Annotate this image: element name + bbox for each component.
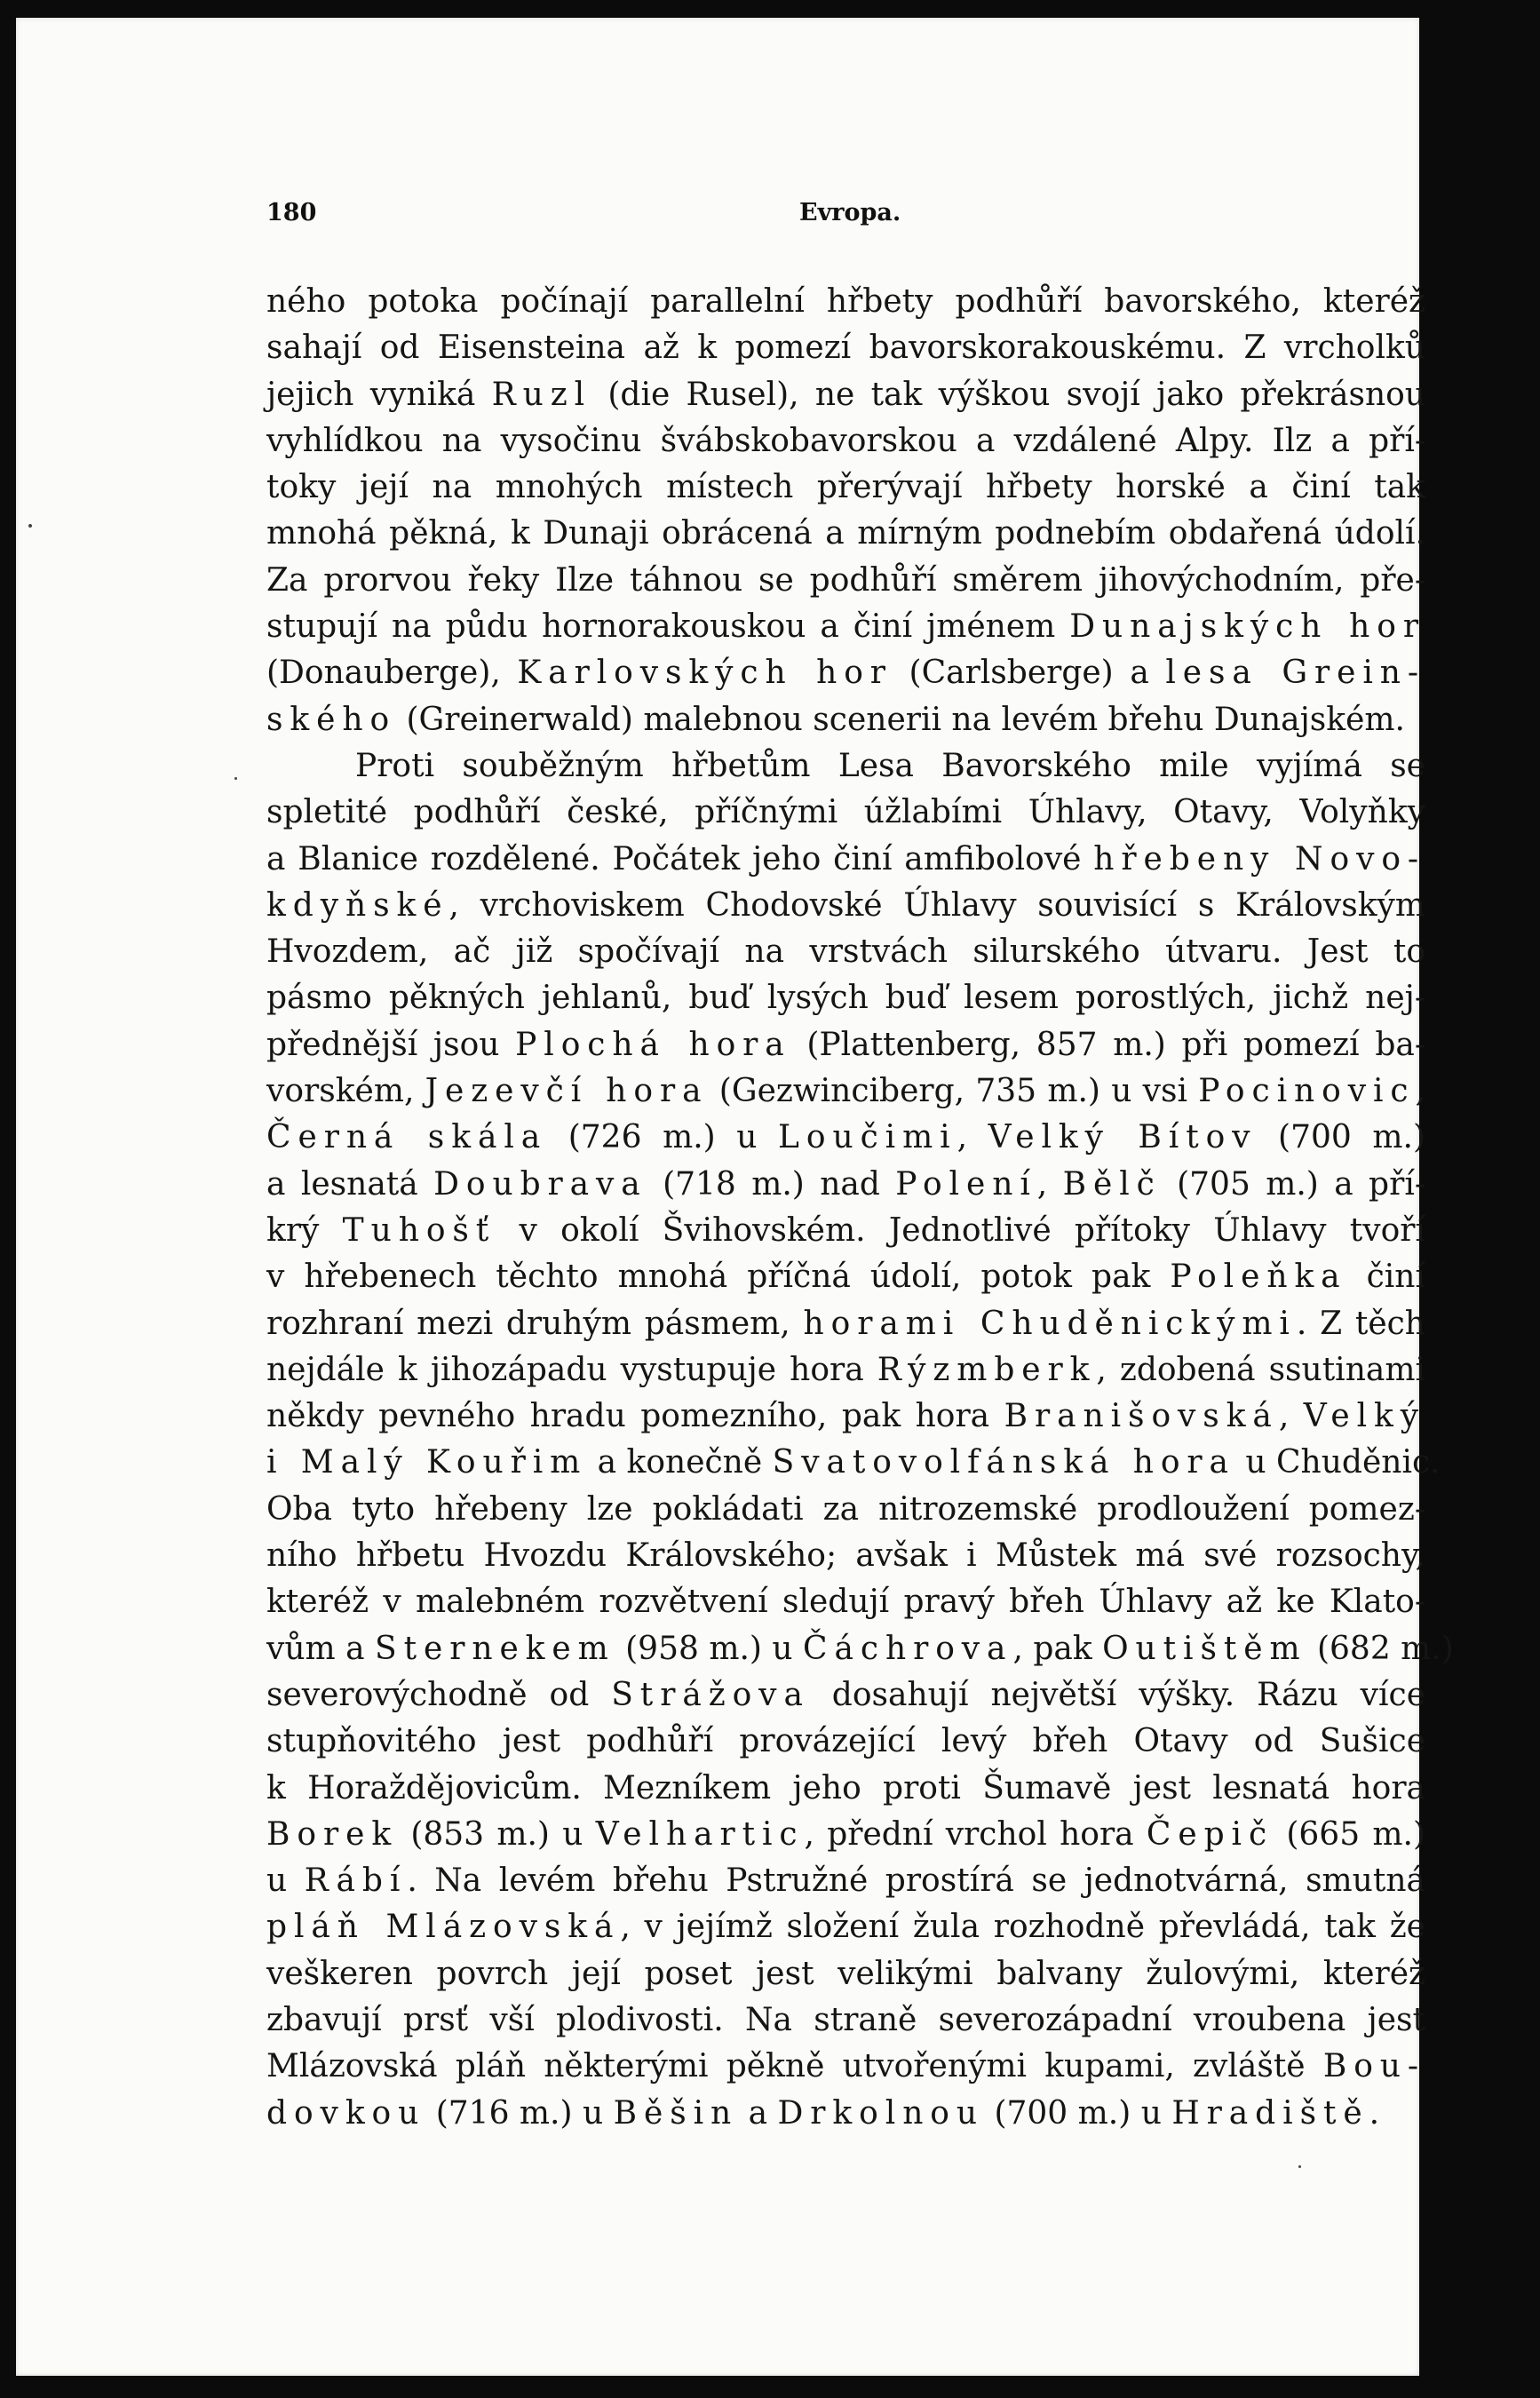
text-run: (726 m.) u xyxy=(547,1119,779,1156)
text-run: jejich vyniká xyxy=(266,376,492,413)
spaced-proper-name: Jezevčí hora xyxy=(425,1073,709,1110)
text-run: vyhlídkou na vysočinu švábskobavorskou a vzdálené Alpy. Ilz a pří- xyxy=(266,422,1425,459)
spaced-proper-name: dovkou xyxy=(266,2094,426,2132)
spaced-proper-name: Rýzmberk xyxy=(877,1351,1097,1388)
text-run: k Horaždějovicům. Mezníkem jeho proti Šumavě jest lesnatá hora xyxy=(266,1769,1425,1806)
text-run: v hřebenech těchto mnohá příčná údolí, potok pak xyxy=(266,1259,1171,1296)
spaced-proper-name: Velký xyxy=(1303,1398,1425,1435)
text-line xyxy=(266,1904,1425,1950)
running-title: Evropa. xyxy=(799,199,901,226)
text-run: (Gezwinciberg, 735 m.) u vsi xyxy=(708,1073,1199,1110)
text-run: . xyxy=(1369,2094,1380,2132)
text-line xyxy=(266,1022,1425,1068)
text-line xyxy=(266,558,1425,604)
spaced-proper-name: Borek xyxy=(266,1815,399,1853)
spaced-proper-name: Dunajských hor xyxy=(1069,608,1425,646)
text-line xyxy=(266,1208,1425,1254)
spaced-proper-name: Loučimi xyxy=(778,1119,957,1156)
spaced-proper-name: Tuhošť xyxy=(342,1211,496,1249)
text-run: (718 m.) nad xyxy=(647,1165,896,1203)
spaced-proper-name: Drkolnou xyxy=(777,2094,984,2132)
text-run: , přední vrchol hora xyxy=(804,1815,1147,1853)
text-run: (Donauberge), xyxy=(266,655,518,692)
spaced-proper-name: Outištěm xyxy=(1102,1630,1307,1667)
spaced-proper-name: Strážova xyxy=(611,1676,810,1713)
text-run: toky její na mnohých místech přerývají hřbety horské a činí tak xyxy=(266,469,1425,506)
spaced-proper-name: Čepič xyxy=(1146,1815,1274,1853)
text-line xyxy=(266,1766,1425,1812)
text-line xyxy=(266,511,1425,557)
text-line xyxy=(266,1347,1425,1394)
text-run: dosahují největší výšky. Rázu více xyxy=(809,1676,1425,1713)
spaced-proper-name: Svatovolfánská hora xyxy=(772,1444,1235,1481)
text-run: (Plattenberg, 857 m.) při pomezí ba- xyxy=(790,1026,1425,1063)
text-run: , zdobená ssutinami xyxy=(1096,1351,1425,1388)
text-line xyxy=(266,1487,1425,1533)
spaced-proper-name: horami Chuděnickými xyxy=(803,1305,1297,1342)
text-line xyxy=(266,1440,1441,1486)
text-run: ného potoka počínají parallelní hřbety podhůří bavorského, kteréž xyxy=(266,283,1425,320)
text-run: nejdále k jihozápadu vystupuje hora xyxy=(266,1351,877,1388)
text-line xyxy=(266,2091,1425,2137)
text-run: , xyxy=(1278,1398,1304,1435)
text-line xyxy=(266,1301,1425,1347)
text-line xyxy=(266,1254,1425,1300)
text-line xyxy=(266,1162,1425,1208)
spaced-proper-name: Branišovská xyxy=(1004,1398,1279,1435)
text-run: (716 m.) u xyxy=(425,2094,614,2132)
ink-speck xyxy=(234,777,237,780)
text-line xyxy=(266,325,1425,371)
text-run: (958 m.) u xyxy=(615,1630,804,1667)
text-run: Mlázovská pláň některými pěkně utvořenými kupami, zvláště xyxy=(266,2048,1323,2085)
page-header xyxy=(266,199,906,234)
text-line xyxy=(266,2044,1425,2090)
text-run: spletité podhůří české, příčnými úžlabími Úhlavy, Otavy, Volyňky xyxy=(266,794,1425,831)
text-run: (705 m.) a pří- xyxy=(1161,1165,1425,1203)
text-run: pásmo pěkných jehlanů, buď lysých buď lesem porostlých, jichž nej- xyxy=(266,980,1425,1017)
text-run: (die Rusel), ne tak výškou svojí jako překrásnou xyxy=(591,376,1425,413)
text-line xyxy=(266,650,1425,696)
ink-speck xyxy=(28,524,32,528)
text-run: , v jejímž složení žula rozhodně převládá, tak že xyxy=(620,1909,1425,1946)
text-run: Za prorvou řeky Ilze táhnou se podhůří směrem jihovýchodním, pře- xyxy=(266,561,1425,599)
text-line xyxy=(266,1858,1425,1904)
text-line xyxy=(266,1672,1425,1719)
text-run: , xyxy=(957,1119,988,1156)
spaced-proper-name: Rábí xyxy=(304,1862,408,1900)
text-run: . Z těch xyxy=(1296,1305,1425,1342)
text-run: (Greinerwald) malebnou scenerii na levém břehu Dunajském. xyxy=(396,701,1405,738)
text-run: (700 m.) xyxy=(1257,1119,1426,1156)
text-run: (853 m.) u xyxy=(398,1815,596,1853)
text-line xyxy=(266,1579,1425,1625)
text-run: Oba tyto hřebeny lze pokládati za nitrozemské prodloužení pomez- xyxy=(266,1490,1425,1528)
text-line xyxy=(266,697,1425,743)
text-run: , pak xyxy=(1012,1630,1103,1667)
text-run: v okolí Švihovském. Jednotlivé přítoky Úhlavy tvoří xyxy=(496,1211,1425,1249)
text-run: ního hřbetu Hvozdu Královského; avšak i Můstek má své rozsochy, xyxy=(266,1537,1425,1575)
text-run: sahají od Eisensteina až k pomezí bavorskorakouskému. Z vrcholků xyxy=(266,330,1425,367)
spaced-proper-name: Čáchrova xyxy=(803,1630,1013,1667)
text-run: u xyxy=(266,1862,305,1900)
spaced-proper-name: Doubrava xyxy=(433,1165,647,1203)
ink-speck xyxy=(1298,2165,1301,2168)
spaced-proper-name: Běšin xyxy=(613,2094,739,2132)
text-run: (700 m.) u xyxy=(984,2094,1172,2132)
text-run: mnohá pěkná, k Dunaji obrácená a mírným podnebím obdařená údolí. xyxy=(266,515,1425,552)
spaced-proper-name: pláň Mlázovská xyxy=(266,1909,621,1946)
text-line xyxy=(266,465,1425,511)
text-line xyxy=(266,1997,1425,2044)
text-run: kteréž v malebném rozvětvení sledují pravý břeh Úhlavy až ke Klato- xyxy=(266,1584,1425,1621)
spaced-proper-name: Plochá hora xyxy=(515,1026,791,1063)
spaced-proper-name: Bou- xyxy=(1322,2048,1425,2085)
text-run: Proti souběžným hřbetům Lesa Bavorského mile vyjímá se xyxy=(355,747,1425,784)
spaced-proper-name: Pocinovic xyxy=(1198,1073,1416,1110)
spaced-proper-name: lesa Grein- xyxy=(1165,655,1425,692)
text-run: (Carlsberge) a xyxy=(892,655,1166,692)
text-run: a lesnatá xyxy=(266,1165,434,1203)
text-run: . Na levém břehu Pstružné prostírá se jednotvárná, smutná xyxy=(407,1862,1425,1900)
text-run: vorském, xyxy=(266,1073,425,1110)
text-line xyxy=(266,372,1425,418)
spaced-proper-name: Černá skála xyxy=(266,1119,548,1156)
text-run: stupují na půdu hornorakouskou a činí jménem xyxy=(266,608,1070,646)
spaced-proper-name: Bělč xyxy=(1062,1165,1162,1203)
page-number: 180 xyxy=(266,199,317,226)
text-line xyxy=(266,1394,1425,1440)
text-run: rozhraní mezi druhým pásmem, xyxy=(266,1305,804,1342)
text-run: , vrchoviskem Chodovské Úhlavy souvisící s Královským xyxy=(449,886,1425,924)
spaced-proper-name: hřebeny Novo- xyxy=(1093,840,1426,877)
text-run: a konečně xyxy=(587,1444,773,1481)
text-run: u Chuděnic. xyxy=(1234,1444,1441,1481)
spaced-proper-name: Ruzl xyxy=(491,376,592,413)
text-run: (682 m.) xyxy=(1306,1630,1454,1667)
text-line xyxy=(266,604,1425,650)
spaced-proper-name: Velký Bítov xyxy=(988,1119,1258,1156)
text-run: krý xyxy=(266,1211,343,1249)
text-run: činí xyxy=(1346,1259,1425,1296)
text-line xyxy=(266,883,1425,929)
book-page xyxy=(16,18,1454,2376)
text-run: Hvozdem, ač již spočívají na vrstvách silurského útvaru. Jest to xyxy=(266,933,1425,971)
text-line xyxy=(266,790,1425,836)
text-line xyxy=(266,743,1425,790)
text-run: přednější jsou xyxy=(266,1026,516,1063)
text-line xyxy=(266,929,1425,975)
text-line xyxy=(266,418,1425,465)
spaced-proper-name: ského xyxy=(266,701,397,738)
text-run: někdy pevného hradu pomezního, pak hora xyxy=(266,1398,1004,1435)
text-run: veškeren povrch její poset jest velikými balvany žulovými, kteréž xyxy=(266,1955,1425,1992)
text-line xyxy=(266,837,1425,883)
spaced-proper-name: Hradiště xyxy=(1171,2094,1369,2132)
text-run: a xyxy=(738,2094,778,2132)
spaced-proper-name: kdyňské xyxy=(266,886,449,924)
text-line xyxy=(266,1626,1454,1672)
text-run: vům a xyxy=(266,1630,376,1667)
text-run: severovýchodně od xyxy=(266,1676,612,1713)
spaced-proper-name: Poleňka xyxy=(1170,1259,1347,1296)
text-line xyxy=(266,975,1425,1021)
text-run: zbavují prsť vší plodivosti. Na straně severozápadní vroubena jest xyxy=(266,2001,1425,2038)
text-run: stupňovitého jest podhůří provázející levý břeh Otavy od Sušice xyxy=(266,1723,1425,1760)
text-run: (665 m.) xyxy=(1274,1815,1425,1853)
text-line xyxy=(266,1533,1425,1579)
body-text xyxy=(266,279,1454,2137)
text-run: , xyxy=(1036,1165,1063,1203)
text-line xyxy=(266,1115,1425,1161)
spaced-proper-name: Sternekem xyxy=(375,1630,615,1667)
text-line xyxy=(266,1812,1425,1858)
text-run: a Blanice rozdělené. Počátek jeho činí amfibolové xyxy=(266,840,1094,877)
text-line xyxy=(266,279,1425,325)
text-line xyxy=(266,1068,1425,1115)
text-run: , xyxy=(1415,1073,1425,1110)
spaced-proper-name: i Malý Kouřim xyxy=(266,1444,588,1481)
text-line xyxy=(266,1951,1425,1997)
spaced-proper-name: Polení xyxy=(895,1165,1037,1203)
spaced-proper-name: Velhartic xyxy=(595,1815,805,1853)
spaced-proper-name: Karlovských hor xyxy=(517,655,893,692)
text-line xyxy=(266,1719,1425,1765)
